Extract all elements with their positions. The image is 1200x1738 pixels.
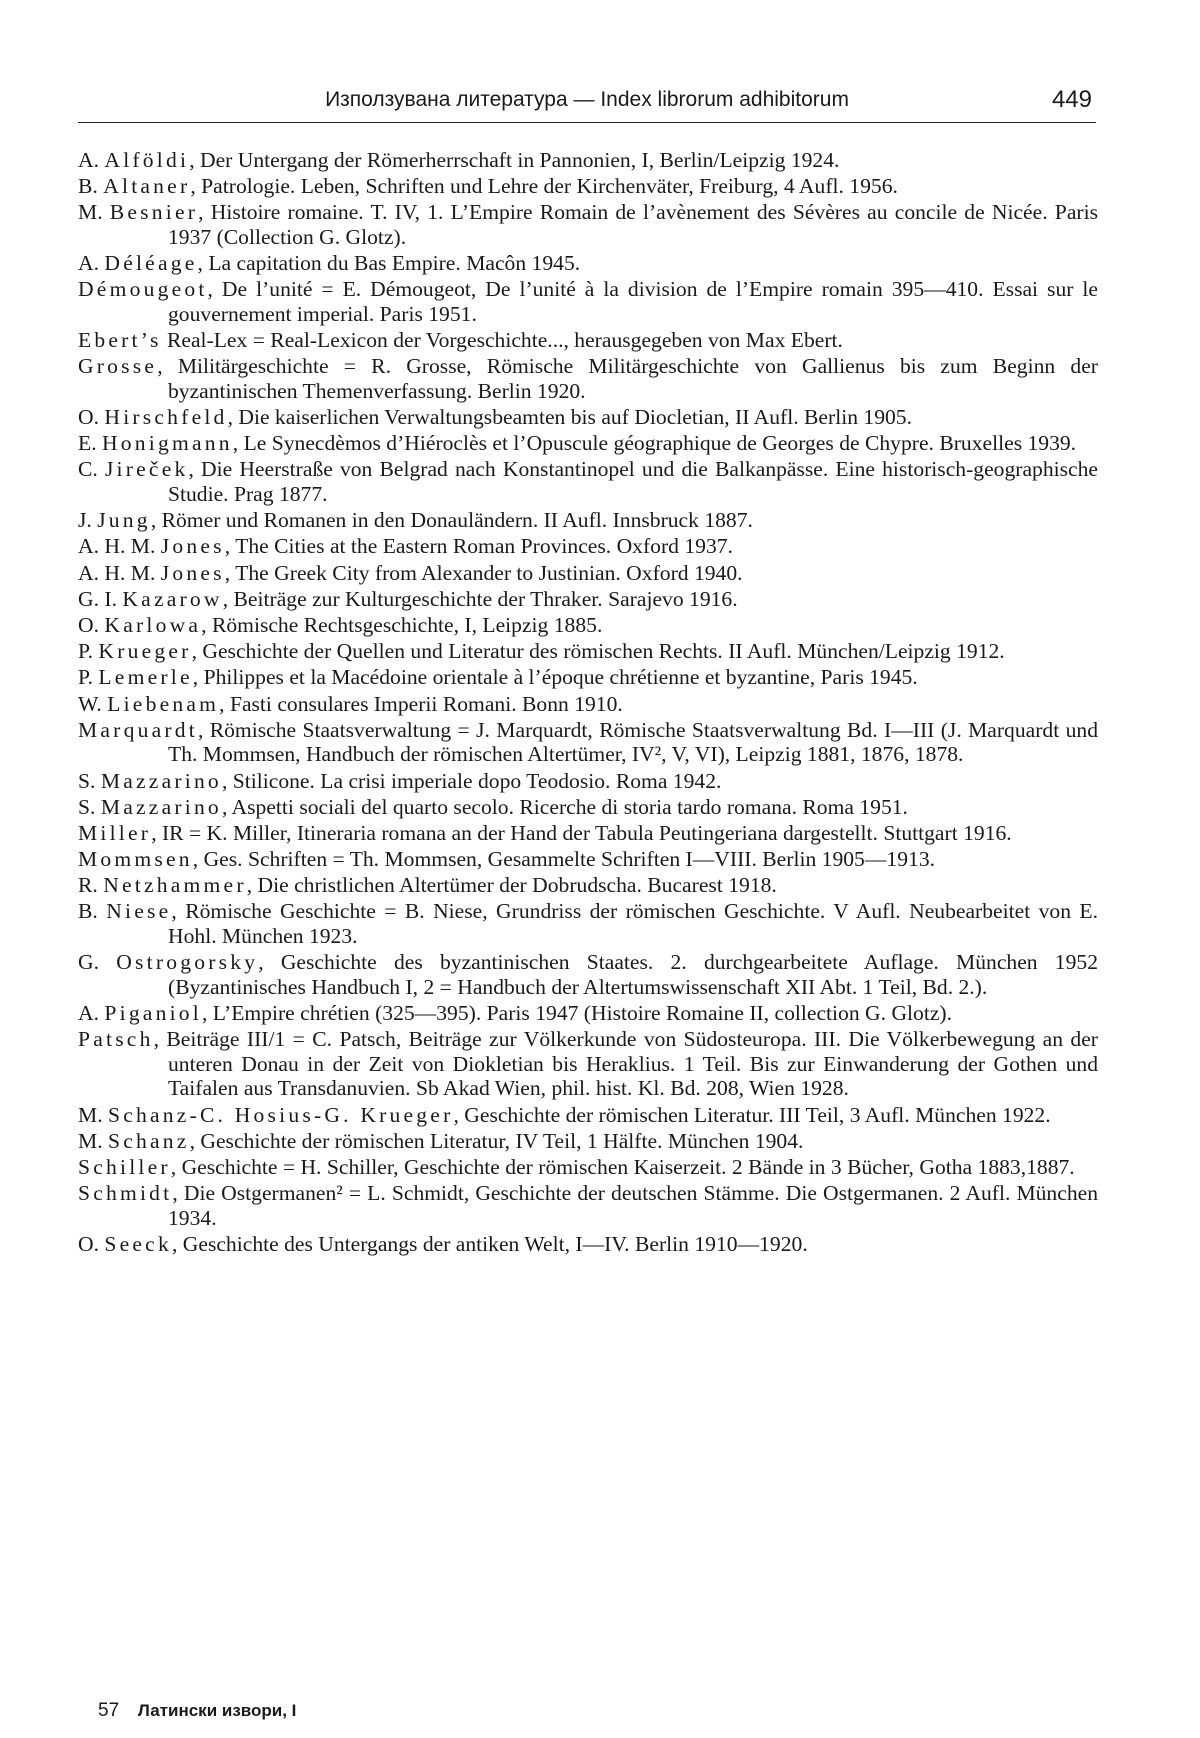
bibliography-entry: [78, 769, 1098, 794]
author-surname: Ostrogorsky: [116, 950, 259, 975]
author-initials: S.: [78, 794, 101, 819]
page-number: 449: [1051, 86, 1092, 113]
author-initials: B.: [78, 174, 104, 199]
printer-signature: [98, 1700, 296, 1722]
author-initials: A. H. M.: [78, 534, 161, 559]
author-surname: Lemerle: [98, 665, 193, 690]
citation-text: , Ges. Schriften = Th. Mommsen, Gesammelte Schriften I—VIII. Berlin 1905—1913.: [192, 847, 936, 872]
citation-text: , The Cities at the Eastern Roman Provinces. Oxford 1937.: [224, 534, 733, 559]
bibliography-entry: [78, 508, 1098, 533]
bibliography-entry: [78, 431, 1098, 456]
author-surname: Kazarow: [122, 586, 223, 611]
author-surname: Démougeot: [78, 277, 208, 302]
bibliography-entry: [78, 174, 1098, 199]
bibliography-entry: [78, 1027, 1098, 1101]
author-surname: Alföldi: [104, 148, 190, 172]
author-surname: Honigmann: [102, 431, 233, 456]
citation-text: , Römische Staatsverwaltung = J. Marquardt, Römische Staatsverwaltung Bd. I—III (J. Marquardt und Th. Mommsen, Handbuch der römischen Altertümer, IV², V, VI), Leipzig 1881, 1876, 1878.: [168, 717, 1098, 767]
author-initials: A. H. M.: [78, 560, 161, 585]
bibliography-entry: [78, 847, 1098, 872]
author-surname: Miller: [78, 820, 152, 845]
bibliography-entry: [78, 354, 1098, 403]
citation-text: , Beiträge III/1 = C. Patsch, Beiträge zur Völkerkunde von Südosteuropa. III. Die Völkerbewegung an der unteren Donau in der Zeit von Diokletian bis Heraklius. 1 Teil. Bis zur Einwanderung der Gothen und Taifalen aus Transdanuvien. Sb Akad Wien, phil. hist. Kl. Bd. 208, Wien 1928.: [153, 1027, 1098, 1101]
author-surname: Schmidt: [78, 1181, 173, 1206]
citation-text: , Die christlichen Altertümer der Dobrudscha. Bucarest 1918.: [246, 873, 777, 898]
citation-text: , Aspetti sociali del quarto secolo. Ricerche di storia tardo romana. Roma 1951.: [221, 794, 908, 819]
citation-text: , Geschichte der Quellen und Literatur des römischen Rechts. II Aufl. München/Leipzig 1912.: [191, 639, 1005, 664]
signature-title: Латински извори, I: [137, 1701, 297, 1720]
citation-text: , Fasti consulares Imperii Romani. Bonn 1910.: [219, 691, 623, 716]
author-surname: Patsch: [78, 1027, 154, 1052]
header-title: Използувана литература — Index librorum adhibitorum: [325, 88, 849, 111]
author-initials: O.: [78, 405, 105, 430]
citation-text: , Die kaiserlichen Verwaltungsbeamten bis auf Diocletian, II Aufl. Berlin 1905.: [227, 405, 912, 430]
bibliography-entry: [78, 1181, 1098, 1230]
author-initials: A.: [78, 251, 105, 276]
bibliography-entry: [78, 665, 1098, 690]
bibliography-entry: [78, 795, 1098, 820]
bibliography-entry: [78, 457, 1098, 506]
author-surname: Netzhammer: [103, 873, 247, 898]
citation-text: , Geschichte der römischen Literatur. III Teil, 3 Aufl. München 1922.: [453, 1102, 1051, 1127]
bibliography-entry: [78, 639, 1098, 664]
author-surname: Déléage: [104, 251, 198, 276]
citation-text: , The Greek City from Alexander to Justinian. Oxford 1940.: [224, 560, 743, 585]
author-initials: J.: [78, 508, 98, 533]
author-initials: W.: [78, 691, 108, 716]
author-initials: M.: [78, 1102, 108, 1127]
bibliography-list: [78, 148, 1098, 1258]
author-surname: Grosse: [78, 354, 158, 379]
citation-text: , Römische Geschichte = B. Niese, Grundriss der römischen Geschichte. V Aufl. Neubearbeitet von E. Hohl. München 1923.: [168, 899, 1099, 949]
author-initials: G. I.: [78, 586, 123, 611]
bibliography-entry: [78, 718, 1098, 767]
citation-text: , Geschichte des byzantinischen Staates. 2. durchgearbeitete Auflage. München 1952 (Byzantinisches Handbuch I, 2 = Handbuch der Altertumswissenschaft XII Abt. 1 Teil, Bd. 2.).: [168, 950, 1098, 999]
author-surname: Krueger: [98, 639, 192, 664]
author-surname: Mazzarino: [100, 768, 222, 793]
bibliography-entry: [78, 950, 1098, 999]
bibliography-entry: [78, 613, 1098, 638]
bibliography-entry: [78, 277, 1098, 326]
bibliography-entry: [78, 1232, 1098, 1257]
bibliography-entry: [78, 561, 1098, 586]
author-surname: Seeck: [104, 1231, 172, 1256]
author-surname: Jones: [160, 534, 225, 559]
author-initials: S.: [78, 768, 101, 793]
bibliography-entry: [78, 821, 1098, 846]
author-initials: C.: [78, 457, 105, 482]
author-surname: Schanz-C. Hosius-G. Krueger: [108, 1102, 454, 1127]
author-surname: Liebenam: [107, 691, 220, 716]
citation-text: , La capitation du Bas Empire. Macôn 1945.: [197, 251, 581, 276]
author-surname: Besnier: [109, 200, 199, 225]
author-initials: M.: [78, 1128, 108, 1153]
citation-text: , Philippes et la Macédoine orientale à l’époque chrétienne et byzantine, Paris 1945.: [192, 665, 918, 690]
author-surname: Schanz: [108, 1128, 190, 1153]
bibliography-entry: [78, 873, 1098, 898]
author-surname: Hirschfeld: [104, 405, 228, 430]
citation-text: , L’Empire chrétien (325—395). Paris 1947 (Histoire Romaine II, collection G. Glotz).: [202, 1001, 953, 1026]
author-surname: Mazzarino: [100, 794, 222, 819]
author-surname: Jireček: [104, 457, 189, 482]
bibliography-entry: [78, 1001, 1098, 1026]
author-surname: Karlowa: [104, 613, 202, 637]
bibliography-entry: [78, 200, 1098, 249]
citation-text: , Geschichte der römischen Literatur, IV Teil, 1 Hälfte. München 1904.: [189, 1128, 804, 1153]
bibliography-entry: [78, 692, 1098, 717]
author-initials: R.: [78, 873, 104, 898]
author-initials: B.: [78, 899, 107, 924]
author-initials: G.: [78, 950, 117, 975]
author-surname: Piganiol: [104, 1001, 202, 1026]
author-surname: Mommsen: [78, 847, 193, 872]
author-surname: Jones: [160, 560, 225, 585]
citation-text: Real-Lex = Real-Lexicon der Vorgeschichte..., herausgegeben von Max Ebert.: [161, 328, 843, 353]
bibliography-entry: [78, 534, 1098, 559]
citation-text: , Römische Rechtsgeschichte, I, Leipzig 1885.: [201, 613, 603, 637]
citation-text: , Le Synecdèmos d’Hiéroclès et l’Opuscule géographique de Georges de Chypre. Bruxelles 1939.: [232, 431, 1077, 456]
author-surname: Niese: [106, 899, 172, 924]
citation-text: , Geschichte des Untergangs der antiken Welt, I—IV. Berlin 1910—1920.: [171, 1231, 808, 1256]
bibliography-entry: [78, 405, 1098, 430]
citation-text: , Der Untergang der Römerherrschaft in Pannonien, I, Berlin/Leipzig 1924.: [189, 148, 840, 172]
citation-text: , Histoire romaine. T. IV, 1. L’Empire Romain de l’avènement des Sévères au concile de Nicée. Paris 1937 (Collection G. Glotz).: [168, 200, 1098, 249]
author-initials: P.: [78, 639, 99, 664]
author-surname: Jung: [97, 508, 151, 533]
author-initials: E.: [78, 431, 102, 456]
bibliography-entry: [78, 148, 1098, 173]
author-initials: A.: [78, 148, 105, 172]
author-surname: Ebert’s: [78, 328, 162, 353]
citation-text: , Militärgeschichte = R. Grosse, Römische Militärgeschichte von Gallienus bis zum Beginn der byzantinischen Themenverfassung. Berlin 1920.: [157, 354, 1098, 403]
citation-text: , Römer und Romanen in den Donauländern. II Aufl. Innsbruck 1887.: [150, 508, 753, 533]
citation-text: , IR = K. Miller, Itineraria romana an der Hand der Tabula Peutingeriana dargestellt. Stuttgart 1916.: [151, 820, 1012, 845]
citation-text: , Die Heerstraße von Belgrad nach Konstantinopel und die Balkanpässe. Eine historisch-geographische Studie. Prag 1877.: [168, 457, 1098, 507]
author-initials: P.: [78, 665, 99, 690]
author-initials: O.: [78, 1231, 105, 1256]
bibliography-entry: [78, 251, 1098, 276]
citation-text: , Die Ostgermanen² = L. Schmidt, Geschichte der deutschen Stämme. Die Ostgermanen. 2 Aufl. München 1934.: [168, 1181, 1098, 1230]
bibliography-entry: [78, 1129, 1098, 1154]
author-surname: Marquardt: [78, 717, 198, 742]
author-surname: Altaner: [103, 174, 191, 199]
citation-text: , Stilicone. La crisi imperiale dopo Teodosio. Roma 1942.: [221, 768, 722, 793]
citation-text: , Beiträge zur Kulturgeschichte der Thraker. Sarajevo 1916.: [222, 586, 738, 611]
author-initials: M.: [78, 200, 110, 225]
bibliography-entry: [78, 328, 1098, 353]
bibliography-entry: [78, 899, 1098, 948]
running-header: [78, 86, 1096, 123]
bibliography-entry: [78, 1103, 1098, 1128]
author-initials: O.: [78, 613, 105, 637]
bibliography-entry: [78, 587, 1098, 612]
bibliography-entry: [78, 1155, 1098, 1180]
author-initials: A.: [78, 1001, 105, 1026]
citation-text: , Geschichte = H. Schiller, Geschichte der römischen Kaiserzeit. 2 Bände in 3 Bücher, Gotha 1883,1887.: [170, 1154, 1075, 1179]
author-surname: Schiller: [78, 1154, 171, 1179]
citation-text: , Patrologie. Leben, Schriften und Lehre der Kirchenväter, Freiburg, 4 Aufl. 1956.: [190, 174, 898, 199]
citation-text: , De l’unité = E. Démougeot, De l’unité à la division de l’Empire romain 395—410. Essai sur le gouvernement imperial. Paris 1951.: [168, 277, 1098, 326]
signature-number: 57: [98, 1700, 120, 1721]
